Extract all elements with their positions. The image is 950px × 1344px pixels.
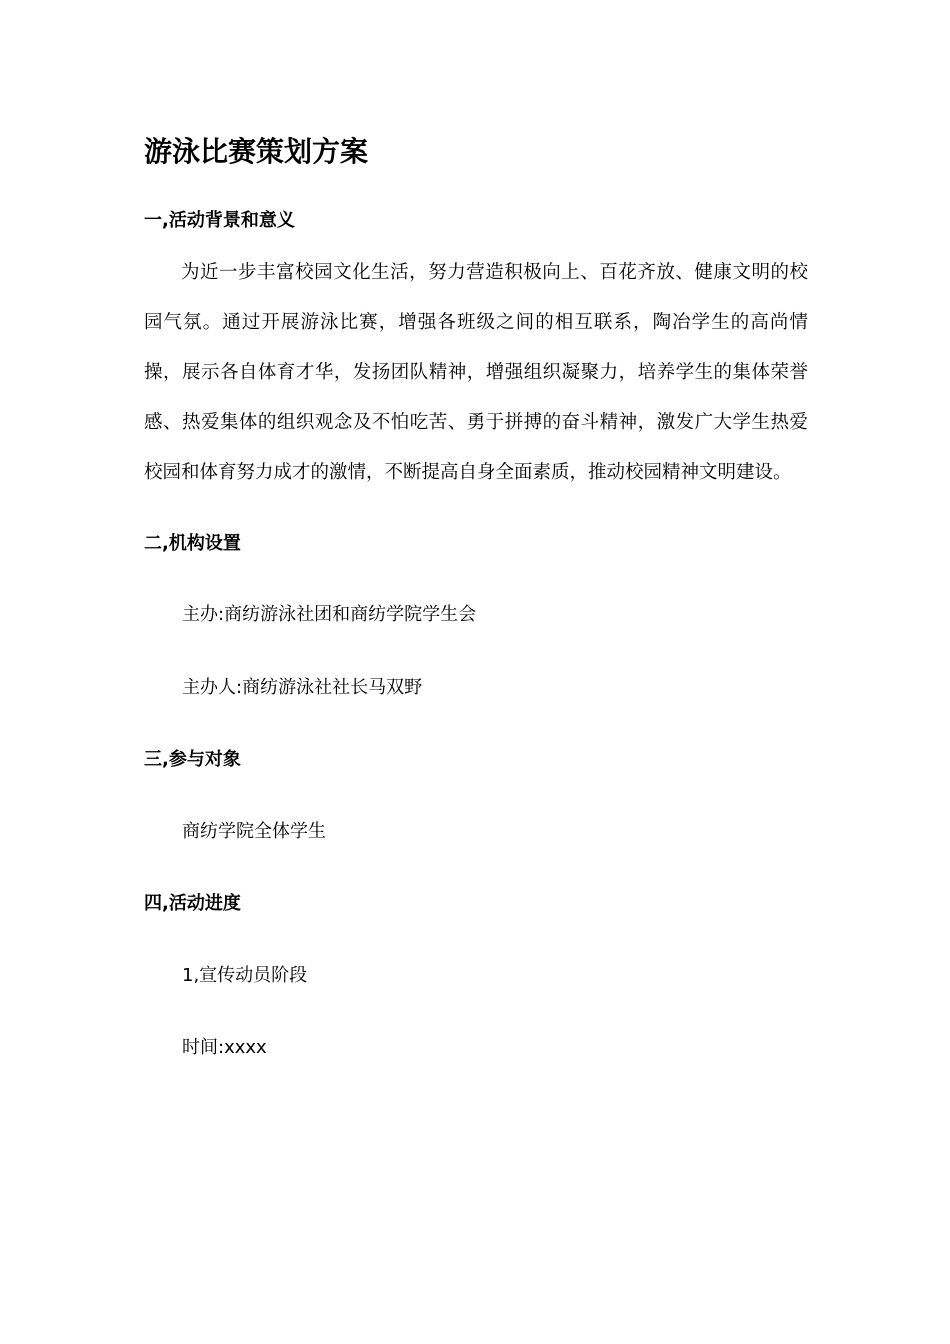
organizer-line: 主办:商纺游泳社团和商纺学院学生会 (182, 604, 477, 625)
section-heading-schedule: 四,活动进度 (144, 893, 241, 914)
section-heading-organization: 二,机构设置 (144, 533, 241, 554)
participants-line: 商纺学院全体学生 (182, 821, 326, 842)
document-title: 游泳比赛策划方案 (144, 135, 369, 168)
organizer-person-line: 主办人:商纺游泳社社长马双野 (182, 677, 423, 698)
schedule-time-line: 时间:xxxx (182, 1037, 267, 1058)
section-heading-participants: 三,参与对象 (144, 749, 241, 770)
section-heading-background: 一,活动背景和意义 (144, 210, 295, 231)
section-paragraph-background: 为近一步丰富校园文化生活，努力营造积极向上、百花齐放、健康文明的校园气氛。通过开展游泳比赛，增强各班级之间的相互联系，陶冶学生的高尚情操，展示各自体育才华，发扬团队精神，增强组织凝聚力，培养学生的集体荣誉感、热爱集体的组织观念及不怕吃苦、勇于拼搏的奋斗精神，激发广大学生热爱校园和体育努力成才的激情，不断提高自身全面素质，推动校园精神文明建设。 (144, 262, 808, 483)
schedule-phase-line: 1,宣传动员阶段 (182, 965, 308, 986)
